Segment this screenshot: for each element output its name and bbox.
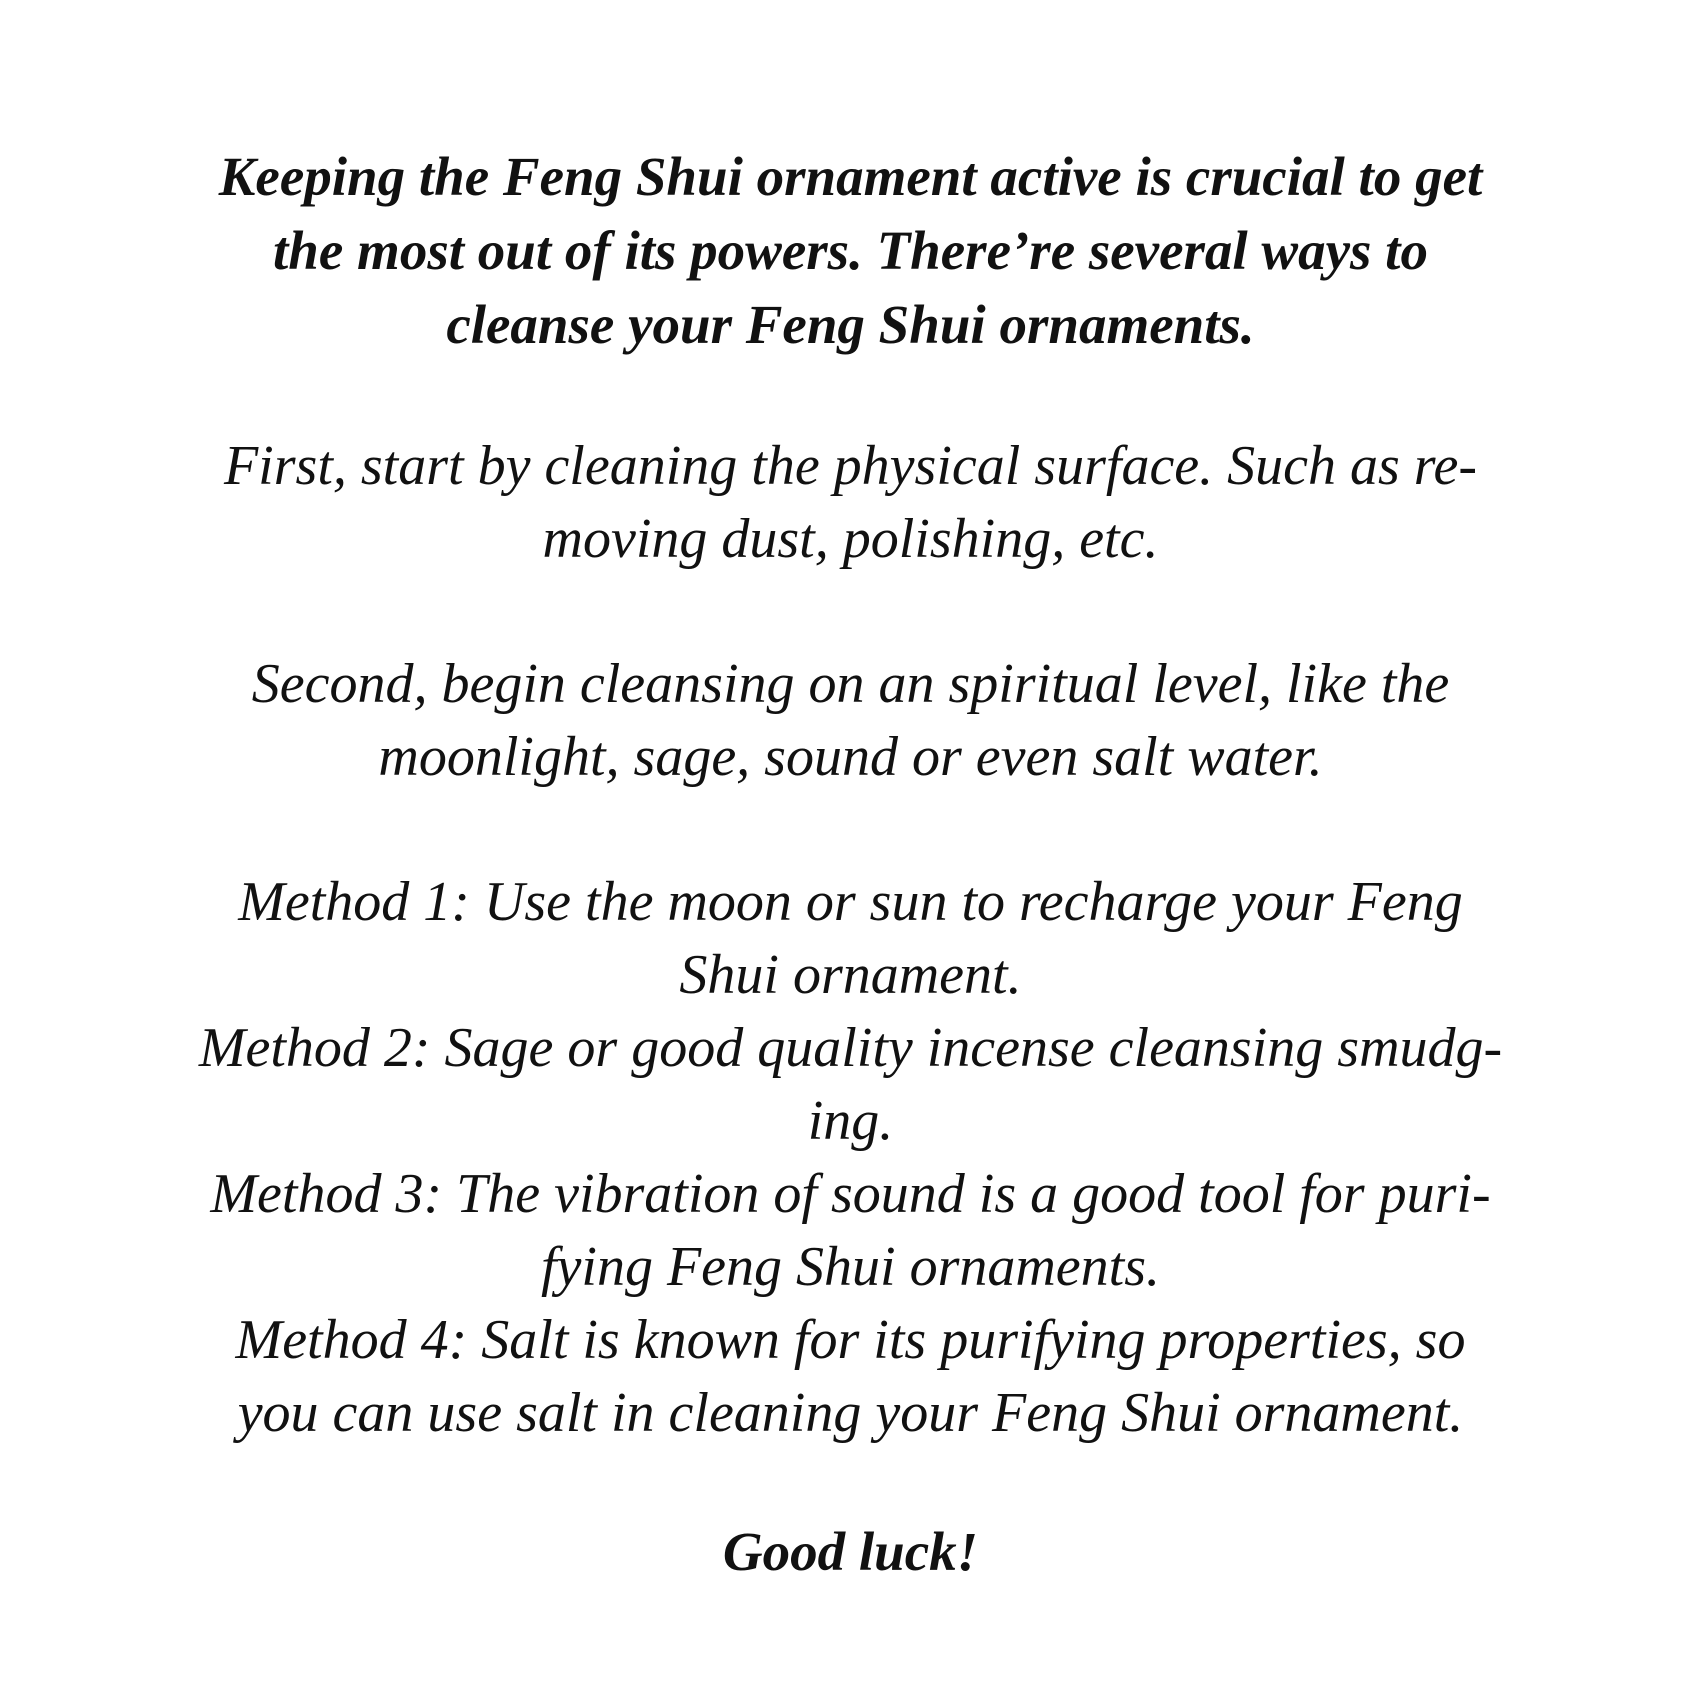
- method-line: fying Feng Shui ornaments.: [540, 1236, 1161, 1298]
- method-line: ing.: [807, 1090, 894, 1152]
- method-line: you can use salt in cleaning your Feng Shui ornament.: [237, 1382, 1464, 1444]
- first-step-line: First, start by cleaning the physical surface. Such as re-: [223, 435, 1478, 497]
- methods-list: [160, 866, 1541, 1450]
- method-line: Shui ornament.: [679, 944, 1022, 1006]
- first-step-line: moving dust, polishing, etc.: [542, 508, 1159, 570]
- second-step-paragraph: [160, 648, 1541, 794]
- method-line: Method 4: Salt is known for its purifying properties, so: [235, 1309, 1466, 1371]
- second-step-line: Second, begin cleansing on an spiritual level, like the: [251, 653, 1450, 715]
- closing-text: Good luck!: [722, 1521, 979, 1582]
- intro-line: Keeping the Feng Shui ornament active is crucial to get: [218, 146, 1483, 207]
- intro-line: cleanse your Feng Shui ornaments.: [446, 294, 1255, 355]
- method-line: Method 1: Use the moon or sun to recharge your Feng: [238, 871, 1463, 933]
- first-step-paragraph: [160, 430, 1541, 576]
- method-line: Method 3: The vibration of sound is a good tool for puri-: [210, 1163, 1491, 1225]
- method-line: Method 2: Sage or good quality incense cleansing smudg-: [198, 1017, 1503, 1079]
- intro-paragraph: [160, 140, 1541, 362]
- intro-line: the most out of its powers. There’re several ways to: [273, 220, 1428, 281]
- second-step-line: moonlight, sage, sound or even salt water.: [378, 726, 1323, 788]
